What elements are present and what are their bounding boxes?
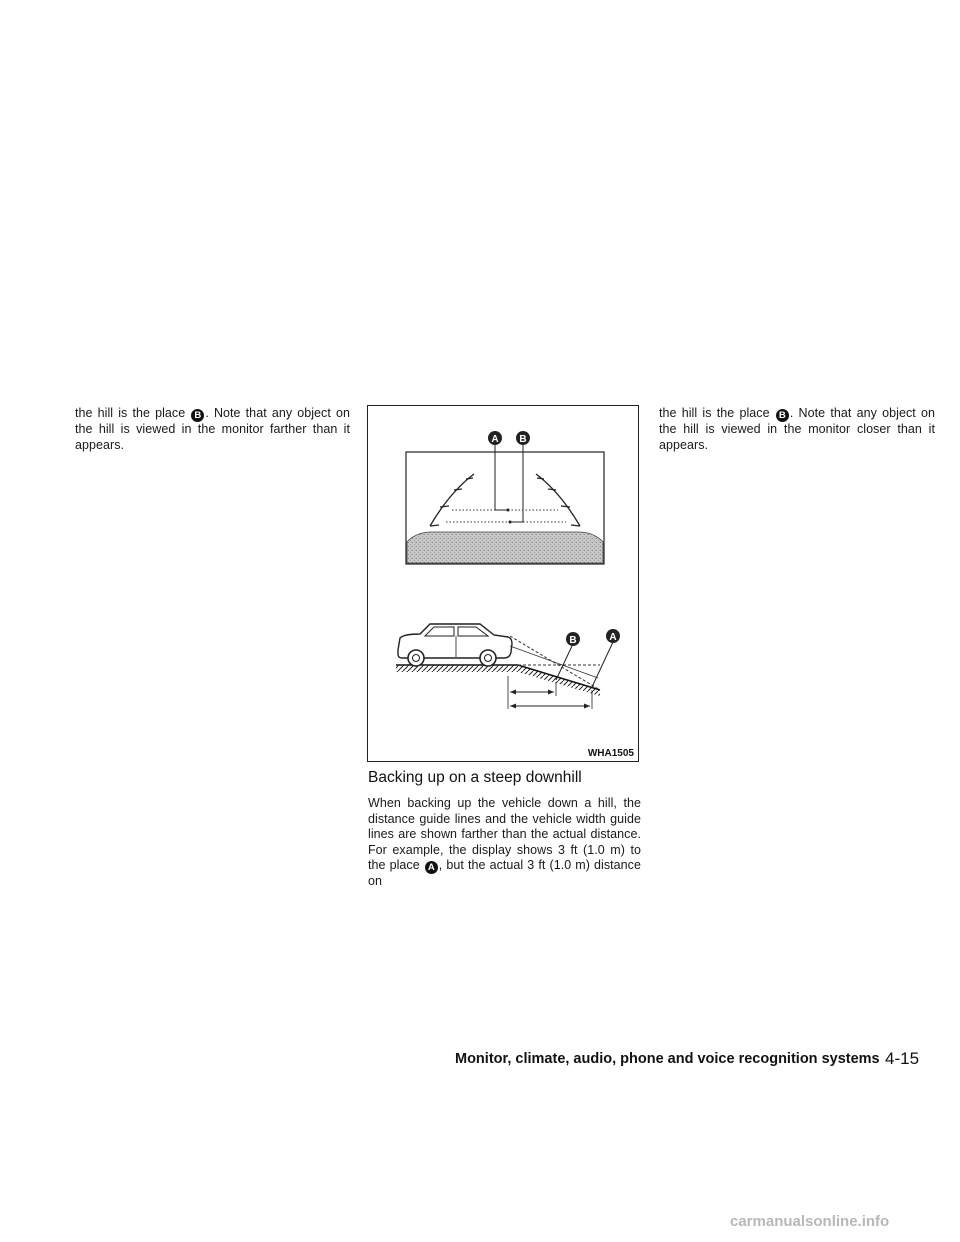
rear-camera-diagram [367, 405, 639, 762]
section-body-text [368, 796, 641, 890]
text-fragment: the hill is the place [659, 406, 775, 420]
page-number: 4-15 [885, 1049, 920, 1068]
marker-a-icon: A [425, 861, 438, 874]
text-fragment: . Note that any object on the hill is viewed in the monitor farther than it appears. [75, 406, 350, 452]
section-heading: Backing up on a steep downhill [368, 769, 582, 786]
footer-chapter-title: Monitor, climate, audio, phone and voice recognition systems [455, 1051, 880, 1067]
diagram-svg [368, 406, 640, 763]
callout-a-label: A [491, 434, 499, 445]
text-fragment: , but the actual 3 ft (1.0 m) distance on [368, 858, 641, 888]
right-column-text [659, 406, 935, 453]
callout-b-label: B [519, 434, 527, 445]
car-icon [398, 624, 512, 666]
figure-code: WHA1505 [587, 748, 634, 759]
watermark-link[interactable]: carmanualsonline.info [730, 1213, 890, 1230]
left-column-text [75, 406, 350, 453]
text-fragment: When backing up the vehicle down a hill, the distance guide lines and the vehicle width guide lines are shown farther than the actual distance. For example, the display shows 3 ft (1.0 m) to the place [368, 796, 641, 872]
marker-b-icon: B [776, 409, 789, 422]
text-fragment: . Note that any object on the hill is viewed in the monitor closer than it appears. [659, 406, 935, 452]
callout-a-label: A [609, 632, 617, 643]
callout-b-label: B [569, 635, 577, 646]
monitor-screen [406, 444, 604, 564]
marker-b-icon: B [191, 409, 204, 422]
ground-slope [396, 665, 600, 696]
text-fragment: the hill is the place [75, 406, 191, 420]
